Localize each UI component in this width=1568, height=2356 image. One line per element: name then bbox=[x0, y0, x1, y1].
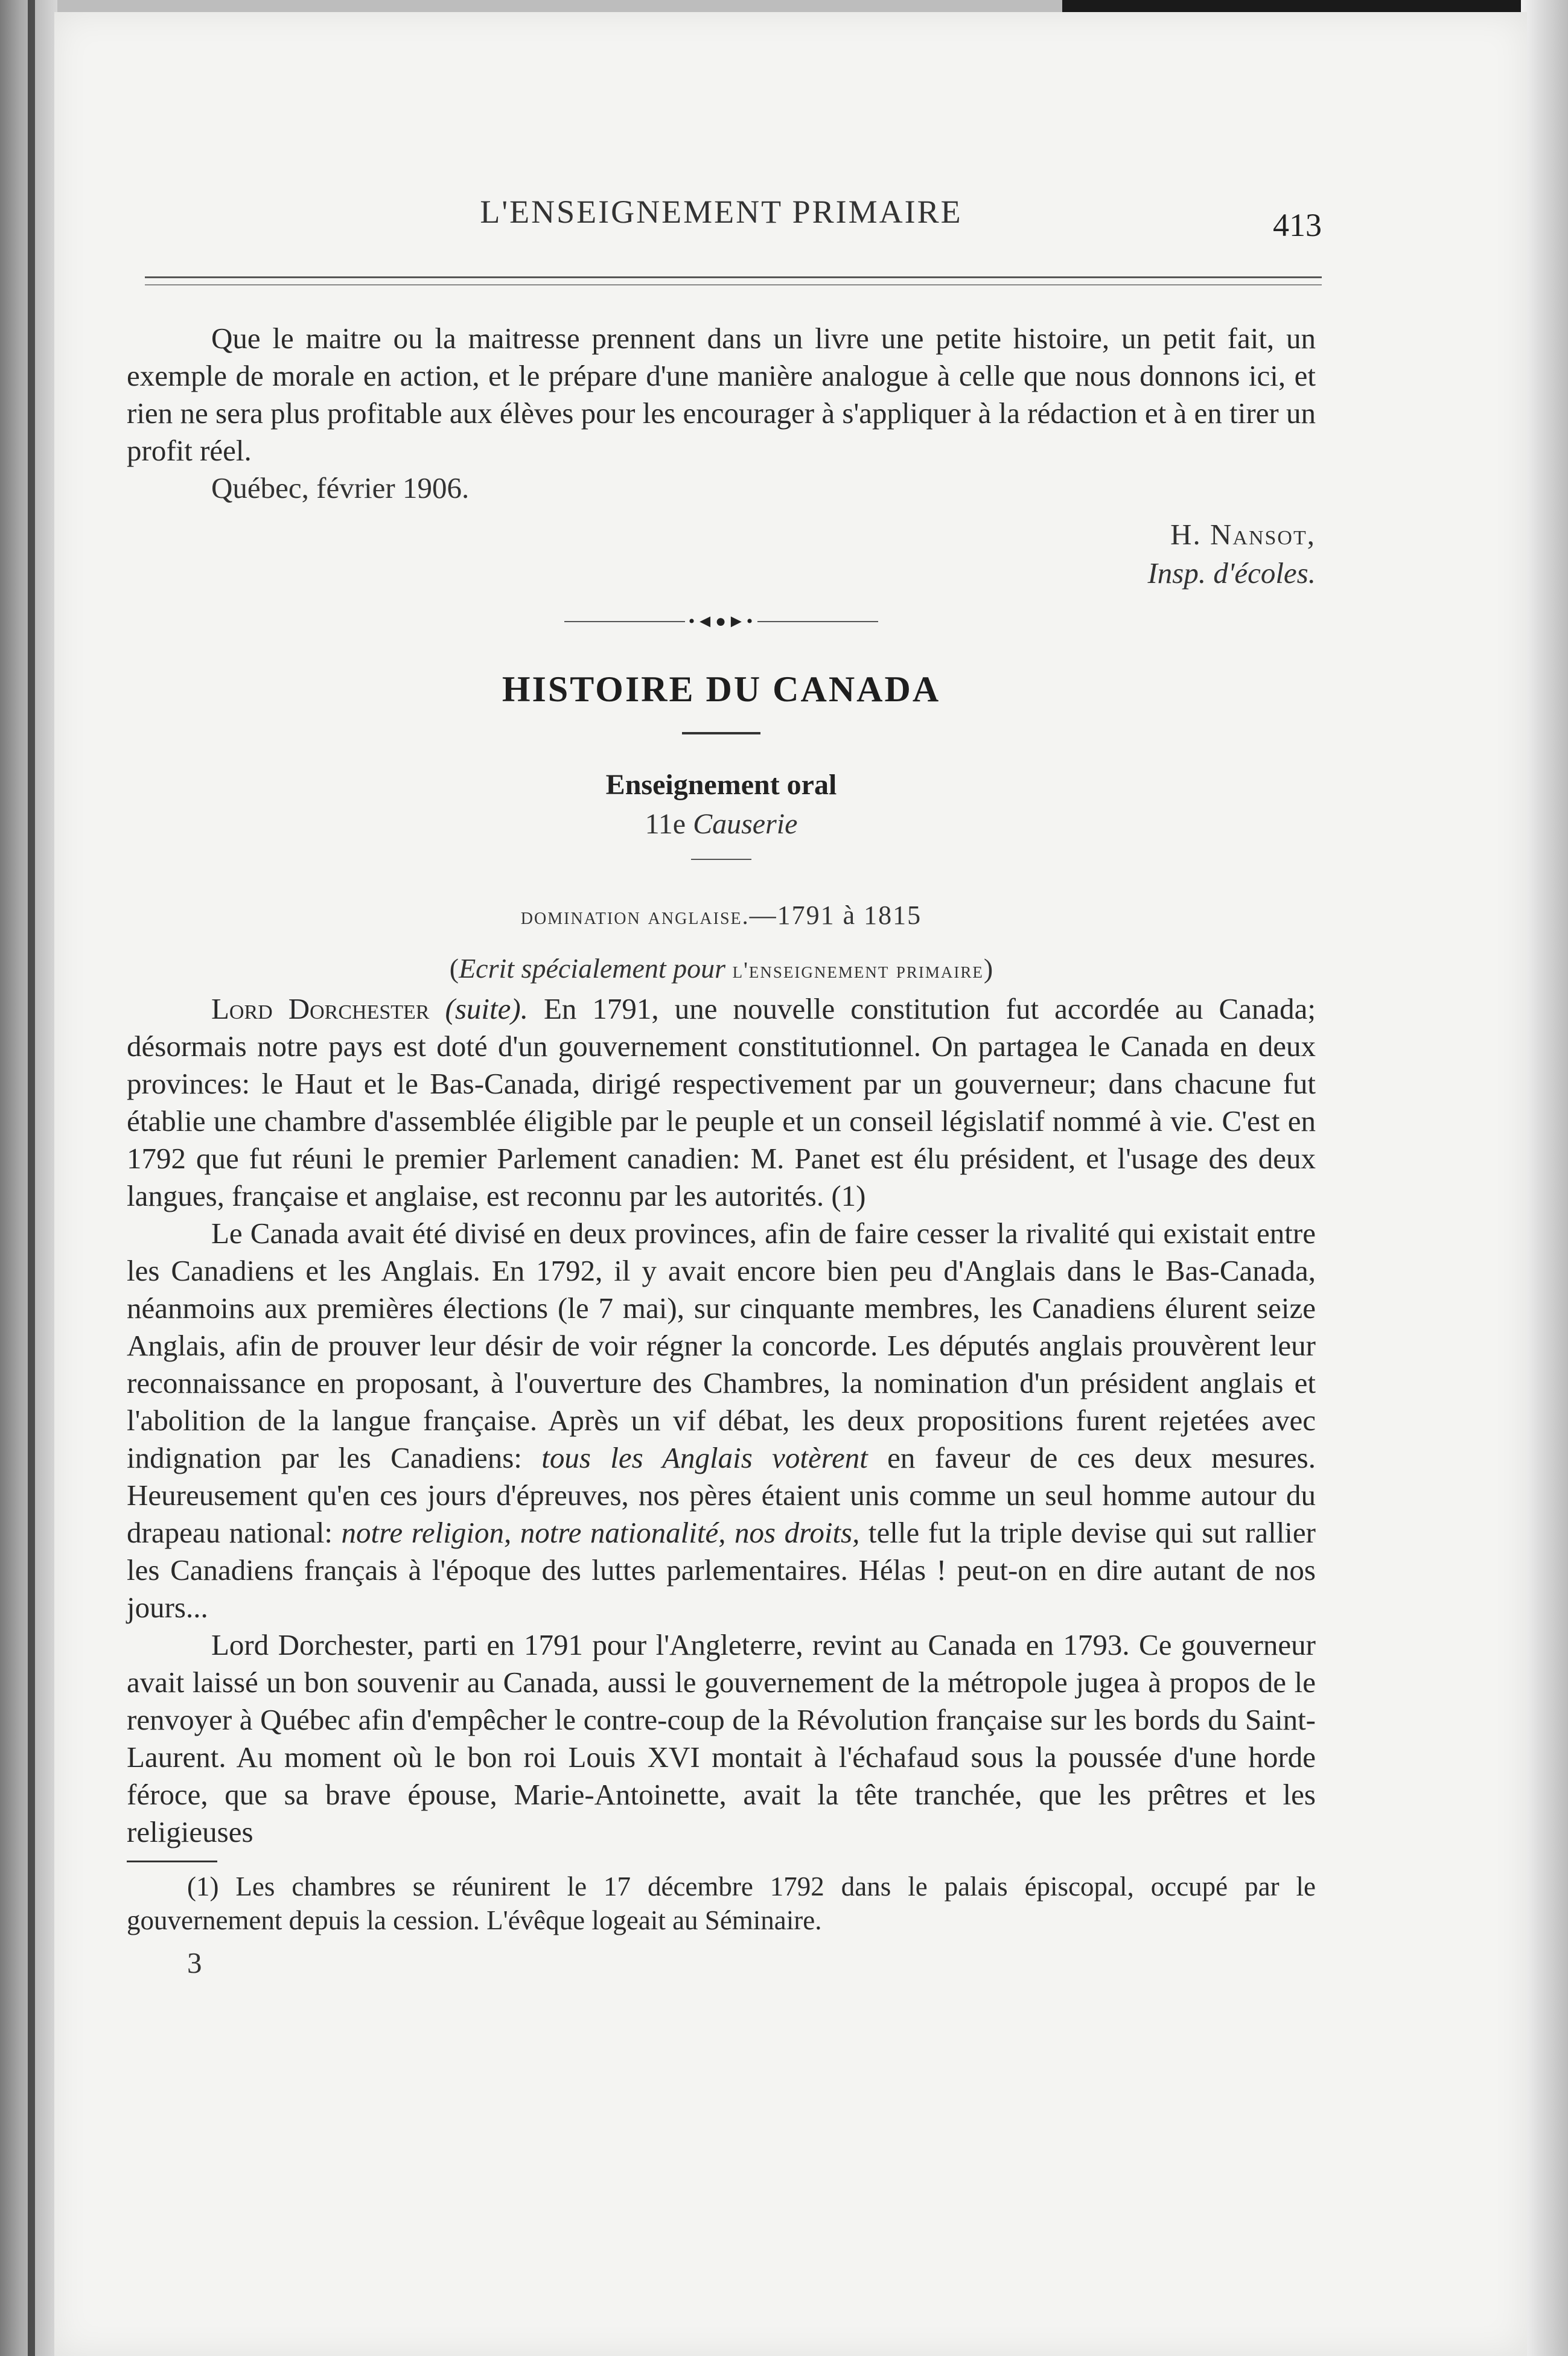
paragraph-2-text-b: en faveur de ces deux mesures. Heureusement qu'en ces jours d'épreuves, nos pères étaient unis comme un seul homme autour du drapeau national: bbox=[127, 1441, 1316, 1549]
causerie-line bbox=[127, 807, 1316, 841]
paragraph-2 bbox=[127, 1215, 1316, 1626]
page-edge-right bbox=[1521, 0, 1568, 2356]
section-title: HISTOIRE DU CANADA bbox=[502, 669, 941, 709]
subtitle-rule bbox=[691, 859, 751, 860]
body-block bbox=[127, 320, 1316, 1980]
suite-note: (suite). bbox=[445, 992, 528, 1025]
ornament-line-left bbox=[564, 621, 685, 622]
paragraph-2-italic-2: notre religion, notre nationalité, nos droits, bbox=[341, 1516, 860, 1549]
causerie-label: Causerie bbox=[693, 808, 798, 840]
written-italic: Ecrit spécialement pour bbox=[459, 953, 726, 984]
section-ornament bbox=[564, 611, 878, 631]
ornament-glyph: •◄●►• bbox=[688, 611, 754, 631]
paragraph-2-italic-1: tous les Anglais votèrent bbox=[541, 1441, 868, 1474]
written-open: ( bbox=[449, 953, 459, 984]
written-close: ) bbox=[983, 953, 993, 984]
header-rule bbox=[145, 276, 1322, 285]
article-body bbox=[127, 990, 1316, 1851]
period-label: domination anglaise. bbox=[520, 902, 750, 929]
paragraph-2-text-a: Le Canada avait été divisé en deux provinces, afin de faire cesser la rivalité qui existait entre les Canadiens et les Anglais. En 1792, il y avait encore bien peu d'Anglais dans le Bas-Canada, néanmoins aux premières élections (le 7 mai), sur cinquante membres, les Canadiens élurent seize Anglais, afin de prouver leur désir de voir régner la concorde. Les députés anglais prouvèrent leur reconnaissance en proposant, à l'ouverture des Chambres, la nomination d'un président anglais et l'abolition de la langue française. Après un vif débat, les deux propositions furent rejetées avec indignation par les Canadiens: bbox=[127, 1217, 1316, 1474]
paragraph-2-text-c: telle fut la triple devise qui sut rallier les Canadiens français à l'époque des luttes parlementaires. Hélas ! peut-on en dire autant de nos jours... bbox=[127, 1516, 1316, 1624]
running-title: L'ENSEIGNEMENT PRIMAIRE bbox=[480, 194, 963, 230]
author-role: Insp. d'écoles. bbox=[1147, 556, 1316, 590]
page-content bbox=[127, 193, 1322, 1979]
running-head bbox=[127, 193, 1322, 247]
period-heading bbox=[127, 900, 1316, 931]
ornament-line-right bbox=[757, 621, 878, 622]
page-number: 413 bbox=[1273, 207, 1322, 243]
period-dates: —1791 à 1815 bbox=[749, 900, 922, 930]
paragraph-1-text: En 1791, une nouvelle constitution fut accordée au Canada; désormais notre pays est doté d'un gouvernement constitutionnel. On partagea le Canada en deux provinces: le Haut et le Bas-Canada, dirigé respectivement par un gouverneur; dans chacune fut établie une chambre d'assemblée éligible par le peuple et un conseil législatif nommé à vie. C'est en 1792 que fut réuni le premier Parlement canadien: M. Panet est élu président, et l'usage des deux langues, française et anglaise, est reconnu par les autorités. (1) bbox=[127, 992, 1316, 1212]
signature-mark: 3 bbox=[187, 1946, 202, 1979]
footnote-rule bbox=[127, 1861, 217, 1862]
footnote: (1) Les chambres se réunirent le 17 décembre 1792 dans le palais épiscopal, occupé par le gouvernement depuis la cession. L'évêque logeait au Séminaire. bbox=[127, 1871, 1316, 1935]
paragraph-1 bbox=[127, 990, 1316, 1215]
dateline: Québec, février 1906. bbox=[211, 471, 470, 505]
title-rule bbox=[682, 732, 760, 734]
section-subtitle: Enseignement oral bbox=[605, 769, 837, 801]
lead-name: Lord Dorchester bbox=[211, 992, 430, 1025]
intro-paragraph: Que le maitre ou la maitresse prennent dans un livre une petite histoire, un petit fait, un exemple de morale en action, et le prépare d'une manière analogue à celle que nous donnons ici, et rien ne sera plus profitable aux élèves pour les encourager à s'appliquer à la rédaction et à en tirer un profit réel. bbox=[127, 322, 1316, 467]
author-name: H. Nansot, bbox=[1170, 518, 1316, 551]
journal-name: l'enseignement primaire bbox=[732, 958, 984, 983]
causerie-number: 11e bbox=[645, 808, 686, 840]
written-note bbox=[127, 952, 1316, 984]
paragraph-3: Lord Dorchester, parti en 1791 pour l'Angleterre, revint au Canada en 1793. Ce gouverneur avait laissé un bon souvenir au Canada, aussi le gouvernement de la métropole jugea à propos de le renvoyer à Québec afin d'empêcher le contre-coup de la Révolution française sur les bords du Saint-Laurent. Au moment où le bon roi Louis XVI montait à l'échafaud sous la poussée d'une horde féroce, que sa brave épouse, Marie-Antoinette, avait la tête tranchée, que les prêtres et les religieuses bbox=[127, 1628, 1316, 1848]
binding-edge bbox=[28, 0, 35, 2356]
signature-block bbox=[127, 515, 1316, 593]
book-page bbox=[54, 12, 1527, 2356]
